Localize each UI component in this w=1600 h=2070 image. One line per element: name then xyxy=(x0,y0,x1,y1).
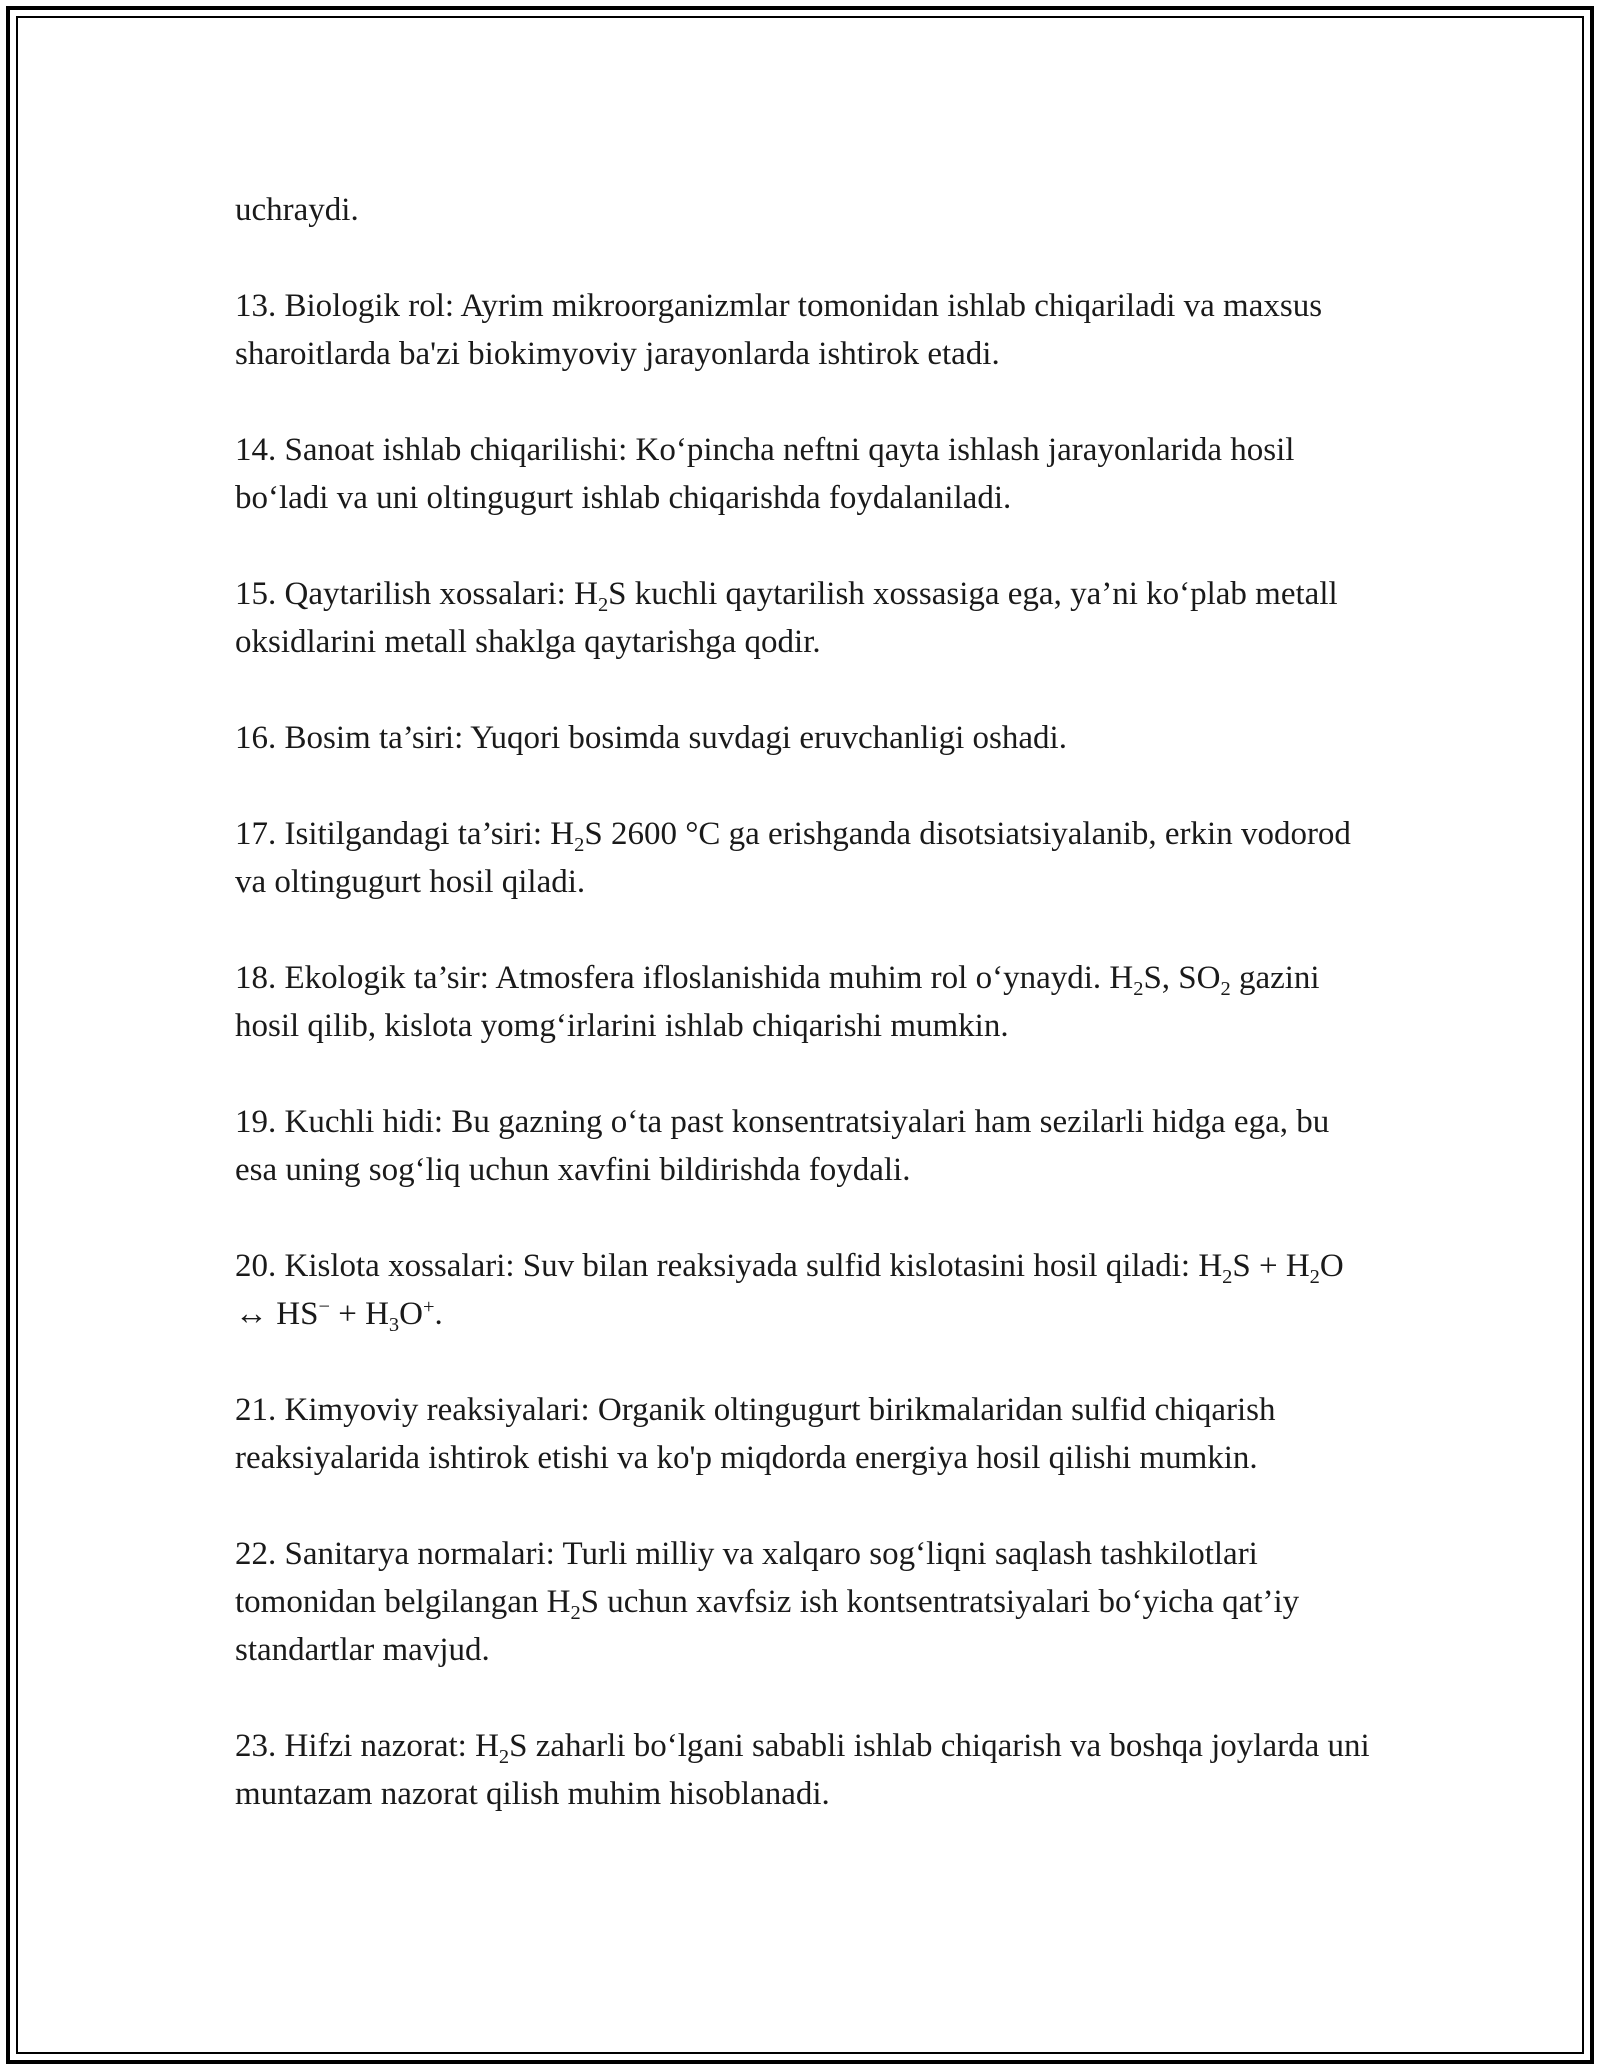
document-body xyxy=(235,186,1375,1818)
paragraph-14-sanoat: 14. Sanoat ishlab chiqarilishi: Ko‘pincha neftni qayta ishlash jarayonlarida hosil bo‘ladi va uni oltingugurt ishlab chiqarishda foydalaniladi. xyxy=(235,432,1295,516)
paragraph-21-kimyoviy: 21. Kimyoviy reaksiyalari: Organik oltingugurt birikmalaridan sulfid chiqarish reaksiyalarida ishtirok etishi va ko'p miqdorda energiya hosil qilishi mumkin. xyxy=(235,1392,1276,1476)
paragraph-19-kuchli-hidi: 19. Kuchli hidi: Bu gazning o‘ta past konsentratsiyalari ham sezilarli hidga ega, bu esa uning sog‘liq uchun xavfini bildirishda foydali. xyxy=(235,1104,1330,1188)
paragraph-23-hifzi-nazorat: 23. Hifzi nazorat: $H_2S$ zaharli bo‘lgani sababli ishlab chiqarish va boshqa joylarda uni muntazam nazorat qilish muhim hisoblanadi. xyxy=(235,1728,1370,1812)
paragraph-18-ekologik: 18. Ekologik ta’sir: Atmosfera ifloslanishida muhim rol o‘ynaydi. $H_2S$, $SO_2$ gazini hosil qilib, kislota yomg‘irlarini ishlab chiqarishi mumkin. xyxy=(235,960,1320,1044)
paragraph-16-bosim: 16. Bosim ta’siri: Yuqori bosimda suvdagi eruvchanligi oshadi. xyxy=(235,720,1067,756)
paragraph-13-biologik-rol: 13. Biologik rol: Ayrim mikroorganizmlar tomonidan ishlab chiqariladi va maxsus sharoitlarda ba'zi biokimyoviy jarayonlarda ishtirok etadi. xyxy=(235,288,1323,372)
paragraph-15-qaytarilish: 15. Qaytarilish xossalari: $H_2S$ kuchli qaytarilish xossasiga ega, ya’ni ko‘plab metall oksidlarini metall shaklga qaytarishga qodir. xyxy=(235,576,1338,660)
paragraph-17-isitilgandagi: 17. Isitilgandagi ta’siri: $H_2S$ 2600 °C ga erishganda disotsiatsiyalanib, erkin vodorod va oltingugurt hosil qiladi. xyxy=(235,816,1351,900)
paragraph-22-sanitarya: 22. Sanitarya normalari: Turli milliy va xalqaro sog‘liqni saqlash tashkilotlari tomonidan belgilangan $H_2S$ uchun xavfsiz ish kontsentratsiyalari bo‘yicha qat’iy standartlar mavjud. xyxy=(235,1536,1300,1668)
paragraph-20-kislota: 20. Kislota xossalari: Suv bilan reaksiyada sulfid kislotasini hosil qiladi: $H_2S + H_2O$ ↔ $HS^- + H_3O^+$. xyxy=(235,1248,1344,1336)
paragraph-continuation: uchraydi. xyxy=(235,192,359,228)
